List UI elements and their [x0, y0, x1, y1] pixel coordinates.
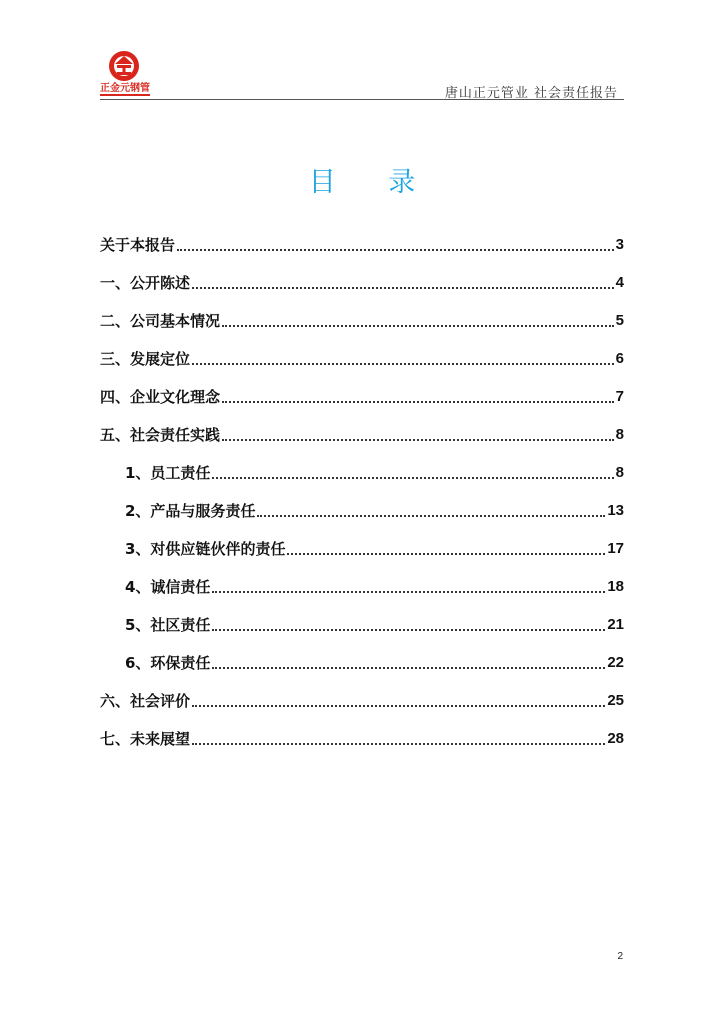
toc-entry[interactable] [100, 453, 624, 491]
header-title: 唐山正元管业 社会责任报告 [444, 86, 618, 101]
toc-entry-page: 8 [615, 425, 624, 443]
toc-entry-label: 六、社会评价 [100, 691, 191, 710]
toc-entry-label: 一、公开陈述 [100, 273, 191, 292]
toc-entry[interactable] [100, 339, 624, 377]
toc-entry[interactable] [100, 301, 624, 339]
toc-entry-label: 二、公司基本情况 [100, 311, 221, 330]
header-divider [100, 99, 624, 100]
page-title: 目 录 [308, 167, 438, 198]
toc-entry-page: 13 [607, 501, 624, 519]
toc-entry[interactable] [100, 263, 624, 301]
toc-entry[interactable] [100, 605, 624, 643]
toc-entry-page: 4 [615, 273, 624, 291]
toc-leader-dots [192, 704, 605, 707]
toc-entry-label: 6、环保责任 [125, 653, 211, 672]
toc-entry[interactable] [100, 681, 624, 719]
toc-entry-label: 2、产品与服务责任 [125, 501, 256, 520]
toc-leader-dots [192, 362, 614, 365]
toc-entry[interactable] [100, 491, 624, 529]
toc-entry[interactable] [100, 529, 624, 567]
toc-leader-dots [257, 514, 605, 517]
toc-entry-page: 7 [615, 387, 624, 405]
toc-entry[interactable] [100, 719, 624, 757]
toc-entry-page: 5 [615, 311, 624, 329]
toc-leader-dots [212, 628, 605, 631]
toc-leader-dots [177, 248, 614, 251]
toc-entry-page: 21 [607, 615, 624, 633]
toc-entry-page: 3 [615, 235, 624, 253]
toc-entry[interactable] [100, 415, 624, 453]
toc-entry-page: 8 [615, 463, 624, 481]
toc-entry-page: 22 [607, 653, 624, 671]
toc-entry-label: 4、诚信责任 [125, 577, 211, 596]
toc-entry-label: 七、未来展望 [100, 729, 191, 748]
toc-leader-dots [192, 286, 614, 289]
toc-entry-page: 25 [607, 691, 624, 709]
toc-entry-page: 6 [615, 349, 624, 367]
page-header [100, 44, 624, 100]
toc-entry-label: 三、发展定位 [100, 349, 191, 368]
toc-entry-page: 18 [607, 577, 624, 595]
toc-entry-label: 3、对供应链伙伴的责任 [125, 539, 286, 558]
logo-text: 正金元钢管 [100, 83, 150, 94]
toc-leader-dots [212, 590, 605, 593]
toc-leader-dots [222, 438, 614, 441]
toc-entry-label: 关于本报告 [100, 235, 176, 254]
page-number: 2 [617, 951, 623, 962]
toc-entry-label: 1、员工责任 [125, 463, 211, 482]
toc-entry[interactable] [100, 567, 624, 605]
toc-leader-dots [222, 324, 614, 327]
toc-entry[interactable] [100, 377, 624, 415]
toc-leader-dots [192, 742, 605, 745]
toc-entry-page: 28 [607, 729, 624, 747]
toc-leader-dots [287, 552, 605, 555]
toc-entry[interactable] [100, 225, 624, 263]
toc-entry-label: 五、社会责任实践 [100, 425, 221, 444]
toc-leader-dots [222, 400, 614, 403]
toc-entry-label: 四、企业文化理念 [100, 387, 221, 406]
toc-entry-label: 5、社区责任 [125, 615, 211, 634]
toc-entry-page: 17 [607, 539, 624, 557]
toc-entry[interactable] [100, 643, 624, 681]
toc-leader-dots [212, 666, 605, 669]
company-logo [100, 44, 162, 100]
toc-leader-dots [212, 476, 613, 479]
table-of-contents [100, 225, 624, 757]
